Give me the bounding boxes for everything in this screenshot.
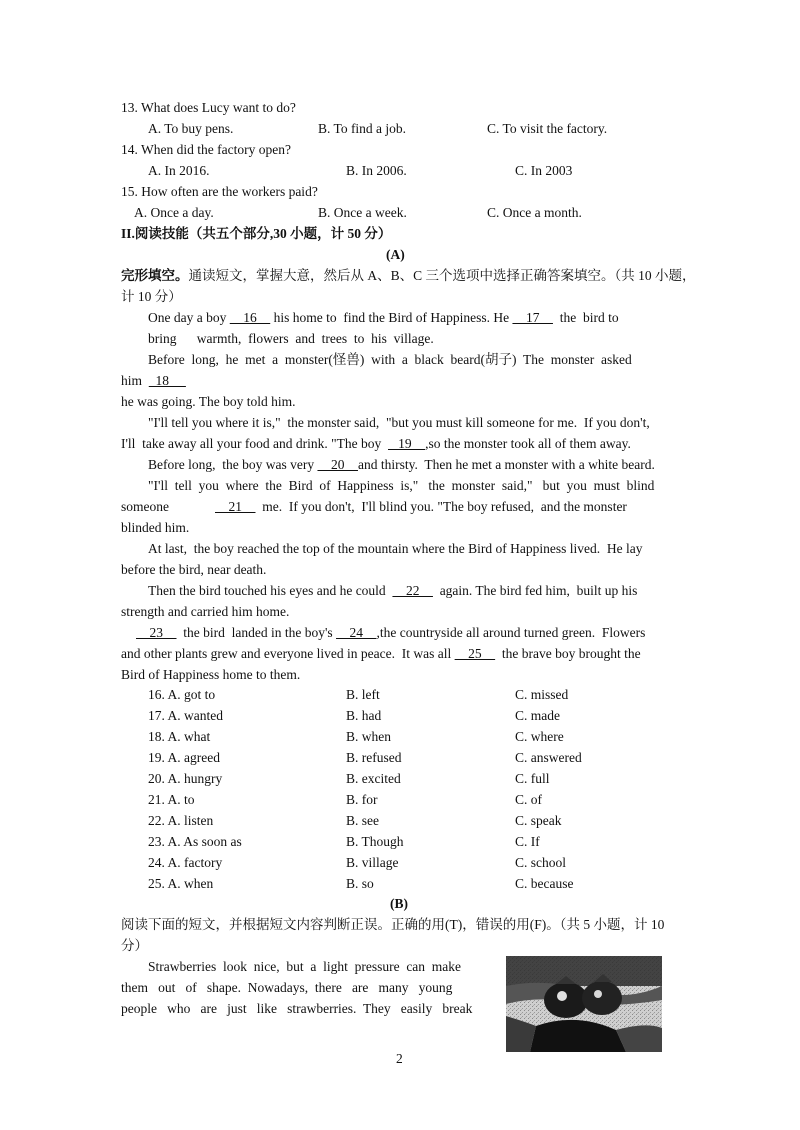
passage-line-12: At last, the boy reached the top of the mountain where the Bird of Happiness lived. He lay [148, 541, 643, 556]
option-a: 23. A. As soon as [148, 834, 242, 849]
part-b-passage-line-1: Strawberries look nice, but a light pressure can make [148, 959, 462, 974]
option-a: 21. A. to [148, 792, 195, 807]
blank-17: 17 [512, 310, 553, 325]
blank-25: 25 [454, 646, 496, 661]
question-14: 14. When did the factory open? [121, 142, 291, 157]
part-b-passage-line-2: them out of shape. Nowadays, there are many young [121, 980, 453, 995]
passage-text: his home to find the Bird of Happiness. He [270, 310, 513, 325]
option-a: 17. A. wanted [148, 708, 223, 723]
option-b: B. village [346, 855, 399, 870]
option-c: C. full [515, 771, 550, 786]
q15-option-b: B. Once a week. [318, 205, 407, 220]
passage-text: again. The bird fed him, built up his [432, 583, 638, 598]
option-b: B. so [346, 876, 374, 891]
blank-23: 23 [136, 625, 177, 640]
option-c: C. missed [515, 687, 569, 702]
q15-option-c: C. Once a month. [487, 205, 582, 220]
option-c: C. because [515, 876, 574, 891]
part-b-instructions: 阅读下面的短文，并根据短文内容判断正误。正确的用(T)，错误的用(F)。（共 5 小题，计 10 [121, 917, 665, 932]
part-a-label: (A) [386, 247, 405, 262]
blank-20: 20 [317, 457, 358, 472]
option-c: C. made [515, 708, 560, 723]
passage-text: Then the bird touched his eyes and he could [148, 583, 393, 598]
q13-option-b: B. To find a job. [318, 121, 407, 136]
option-c: C. school [515, 855, 567, 870]
q13-option-c: C. To visit the factory. [487, 121, 608, 136]
option-b: B. refused [346, 750, 402, 765]
option-a: 25. A. when [148, 876, 214, 891]
passage-text: Before long, the boy was very [148, 457, 318, 472]
q13-option-a: A. To buy pens. [148, 121, 234, 136]
section-2-title: II.阅读技能（共五个部分,30 小题，计 50 分） [121, 226, 392, 241]
part-a-instructions [121, 267, 696, 285]
option-b: B. excited [346, 771, 401, 786]
passage-text: the brave boy brought the [495, 646, 641, 661]
passage-line-6: "I'll tell you where it is," the monster said, "but you must kill someone for me. If you don't, [148, 415, 650, 430]
passage-line-1 [148, 309, 619, 327]
blank-16: 16 [229, 310, 271, 325]
passage-line-4 [121, 372, 186, 390]
q14-option-a: A. In 2016. [148, 163, 210, 178]
passage-line-16 [136, 624, 645, 642]
option-c: C. If [515, 834, 540, 849]
passage-text: him [121, 373, 149, 388]
option-b: B. when [346, 729, 391, 744]
passage-line-14 [148, 582, 637, 600]
passage-text: and other plants grew and everyone lived in peace. It was all [121, 646, 455, 661]
passage-line-18: Bird of Happiness home to them. [121, 667, 301, 682]
page-number: 2 [396, 1051, 403, 1066]
passage-line-9: "I'll tell you where the Bird of Happiness is," the monster said," but you must blind [148, 478, 655, 493]
passage-text: ,the countryside all around turned green. Flowers [376, 625, 646, 640]
passage-text: One day a boy [148, 310, 230, 325]
option-b: B. for [346, 792, 378, 807]
option-b: B. Though [346, 834, 404, 849]
part-a-instruction-text: 通读短文，掌握大意，然后从 A、B、C 三个选项中选择正确答案填空。（共 10 小题， [188, 268, 696, 283]
passage-line-13: before the bird, near death. [121, 562, 267, 577]
passage-line-7 [121, 435, 631, 453]
part-b-instructions-line2: 分） [121, 938, 148, 953]
option-a: 20. A. hungry [148, 771, 223, 786]
passage-line-17 [121, 645, 641, 663]
option-a: 19. A. agreed [148, 750, 220, 765]
blank-21: 21 [215, 499, 256, 514]
passage-text: someone [121, 499, 169, 514]
option-c: C. of [515, 792, 542, 807]
passage-line-10 [121, 498, 627, 516]
part-b-passage-line-3: people who are just like strawberries. They easily break [121, 1001, 473, 1016]
option-a: 16. A. got to [148, 687, 216, 702]
passage-text: me. If you don't, I'll blind you. "The boy refused, and the monster [255, 499, 627, 514]
option-a: 22. A. listen [148, 813, 214, 828]
passage-line-11: blinded him. [121, 520, 190, 535]
blank-19: 19 [388, 436, 426, 451]
blank-18: 18 [148, 373, 186, 388]
part-b-label: (B) [390, 896, 408, 911]
q14-option-c: C. In 2003 [515, 163, 573, 178]
part-a-instructions-line2: 计 10 分） [121, 289, 182, 304]
passage-text: I'll take away all your food and drink. "The boy [121, 436, 388, 451]
passage-text: and thirsty. Then he met a monster with a white beard. [357, 457, 655, 472]
blank-24: 24 [336, 625, 377, 640]
passage-text: ,so the monster took all of them away. [425, 436, 631, 451]
passage-line-2: bring warmth, flowers and trees to his village. [148, 331, 434, 346]
passage-line-5: he was going. The boy told him. [121, 394, 296, 409]
question-15: 15. How often are the workers paid? [121, 184, 318, 199]
q14-option-b: B. In 2006. [346, 163, 407, 178]
passage-text: the bird landed in the boy's [176, 625, 337, 640]
option-c: C. speak [515, 813, 562, 828]
question-13: 13. What does Lucy want to do? [121, 100, 296, 115]
passage-line-15: strength and carried him home. [121, 604, 290, 619]
blank-22: 22 [392, 583, 433, 598]
passage-line-8 [148, 456, 655, 474]
passage-line-3: Before long, he met a monster(怪兽) with a black beard(胡子) The monster asked [148, 352, 632, 367]
strawberry-photo-graphic [506, 956, 662, 1052]
option-b: B. had [346, 708, 382, 723]
option-c: C. answered [515, 750, 582, 765]
option-b: B. left [346, 687, 380, 702]
passage-text: the bird to [552, 310, 619, 325]
option-a: 18. A. what [148, 729, 211, 744]
option-c: C. where [515, 729, 564, 744]
part-a-instruction-heading: 完形填空。 [121, 268, 189, 283]
strawberry-photo [506, 956, 662, 1052]
option-a: 24. A. factory [148, 855, 223, 870]
option-b: B. see [346, 813, 379, 828]
q15-option-a: A. Once a day. [134, 205, 214, 220]
